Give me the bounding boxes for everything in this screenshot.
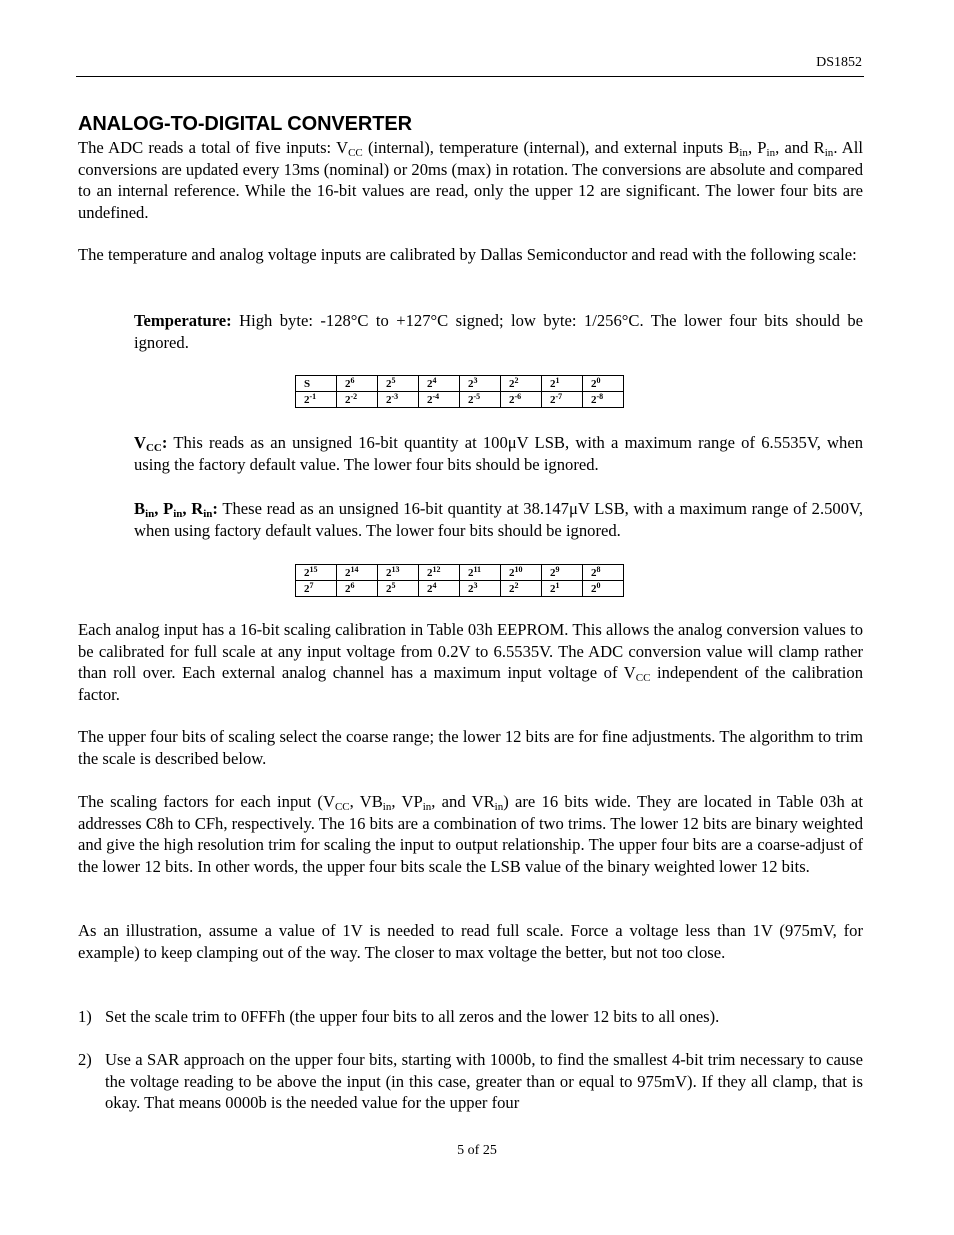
bit-weight-cell: $2^3$ (460, 376, 501, 392)
calibration-paragraph: The temperature and analog voltage inputs are calibrated by Dallas Semiconductor and read with the following scale: (78, 245, 857, 264)
bit-weight-cell: $2^{13}$ (378, 565, 419, 581)
bit-weight-cell: $2^6$ (337, 581, 378, 597)
bit-weight-cell: $2^5$ (378, 376, 419, 392)
document-id: DS1852 (816, 55, 862, 70)
bit-weight-cell: $2^{-2}$ (337, 392, 378, 408)
scaling-factors-paragraph: The scaling factors for each input ($V_{CC}$, $VB_{in}$, $VP_{in}$, and $VR_{in}$) are 16 bits wide. They are located in Table 03h at addresses C8h to CFh, respectively. The 16 bits are a combination of two trims. The lower 12 bits are binary weighted and give the high resolution trim for scaling the input to output relationship. The upper four bits are a coarse-adjust of the lower 12 bits. In other words, the upper four bits scale the LSB value of the binary weighted lower 12 bits. (78, 792, 864, 876)
bit-weight-cell: $2^{-8}$ (583, 392, 624, 408)
temperature-table-row-high (296, 376, 624, 392)
bit-weight-cell: $2^{-7}$ (542, 392, 583, 408)
header-rule (76, 76, 864, 77)
temperature-description: Temperature: High byte: -128°C to +127°C signed; low byte: 1/256°C. The lower four bits should be ignored. (134, 311, 863, 352)
bit-weight-cell: $2^0$ (583, 581, 624, 597)
voltage-table-row-high (296, 565, 624, 581)
step-item: 2) Use a SAR approach on the upper four bits, starting with 1000b, to find the smallest 4-bit trim necessary to cause the voltage reading to be above the input (in this case, greater than or equal to 975mV). If they all clamp, that is okay. That means 0000b is the needed value for the upper four (78, 1050, 863, 1112)
bit-weight-cell: $2^{12}$ (419, 565, 460, 581)
vcc-description: $V_{CC}$: This reads as an unsigned 16-bit quantity at 100μV LSB, with a maximum range of 6.5535V, when using the factory default value. The lower four bits should be ignored. (134, 433, 863, 474)
bit-weight-cell: S (296, 376, 337, 392)
intro-paragraph: The ADC reads a total of five inputs: $V_{CC}$ (internal), temperature (internal), and external inputs $B_{in}$, $P_{in}$, and $R_{in}$. All conversions are updated every 13ms (nominal) or 20ms (max) in rotation. The conversions are absolute and compared to an internal reference. While the 16-bit values are read, only the upper 12 are significant. The lower four bits are undefined. (78, 138, 863, 222)
section-title: ANALOG-TO-DIGITAL CONVERTER (78, 113, 412, 135)
bit-weight-cell: $2^1$ (542, 376, 583, 392)
page-number: 5 of 25 (457, 1143, 497, 1158)
bit-weight-cell: $2^{14}$ (337, 565, 378, 581)
bit-weight-cell: $2^{-3}$ (378, 392, 419, 408)
bit-weight-cell: $2^2$ (501, 376, 542, 392)
temperature-table-row-low (296, 392, 624, 408)
bit-weight-cell: $2^4$ (419, 581, 460, 597)
external-inputs-description: $B_{in}$, $P_{in}$, $R_{in}$: These read as an unsigned 16-bit quantity at 38.147μV LSB, with a maximum range of 2.500V, when using factory default values. The lower four bits should be ignored. (134, 499, 863, 540)
temperature-bit-table (295, 375, 624, 408)
bit-weight-cell: $2^{-6}$ (501, 392, 542, 408)
illustration-paragraph: As an illustration, assume a value of 1V is needed to read full scale. Force a voltage less than 1V (975mV, for example) to keep clamping out of the way. The closer to max voltage the better, but not too close. (78, 921, 863, 962)
bit-weight-cell: $2^{10}$ (501, 565, 542, 581)
bit-weight-cell: $2^5$ (378, 581, 419, 597)
bit-weight-cell: $2^7$ (296, 581, 337, 597)
voltage-bit-table (295, 564, 624, 597)
scaling-calibration-paragraph: Each analog input has a 16-bit scaling calibration in Table 03h EEPROM. This allows the analog conversion values to be calibrated for full scale at any input voltage from 0.2V to 6.5535V. The ADC conversion value will clamp rather than roll over. Each external analog channel has a maximum input voltage of $V_{CC}$ independent of the calibration factor. (78, 620, 863, 704)
coarse-range-paragraph: The upper four bits of scaling select the coarse range; the lower 12 bits are for fine adjustments. The algorithm to trim the scale is described below. (78, 727, 863, 768)
bit-weight-cell: $2^8$ (583, 565, 624, 581)
bit-weight-cell: $2^6$ (337, 376, 378, 392)
bit-weight-cell: $2^{-5}$ (460, 392, 501, 408)
voltage-table-row-low (296, 581, 624, 597)
bit-weight-cell: $2^2$ (501, 581, 542, 597)
bit-weight-cell: $2^{-4}$ (419, 392, 460, 408)
bit-weight-cell: $2^1$ (542, 581, 583, 597)
bit-weight-cell: $2^{11}$ (460, 565, 501, 581)
bit-weight-cell: $2^0$ (583, 376, 624, 392)
step-item: 1) Set the scale trim to 0FFFh (the upper four bits to all zeros and the lower 12 bits to all ones). (78, 1007, 720, 1026)
bit-weight-cell: $2^9$ (542, 565, 583, 581)
bit-weight-cell: $2^4$ (419, 376, 460, 392)
bit-weight-cell: $2^{15}$ (296, 565, 337, 581)
bit-weight-cell: $2^{-1}$ (296, 392, 337, 408)
bit-weight-cell: $2^3$ (460, 581, 501, 597)
